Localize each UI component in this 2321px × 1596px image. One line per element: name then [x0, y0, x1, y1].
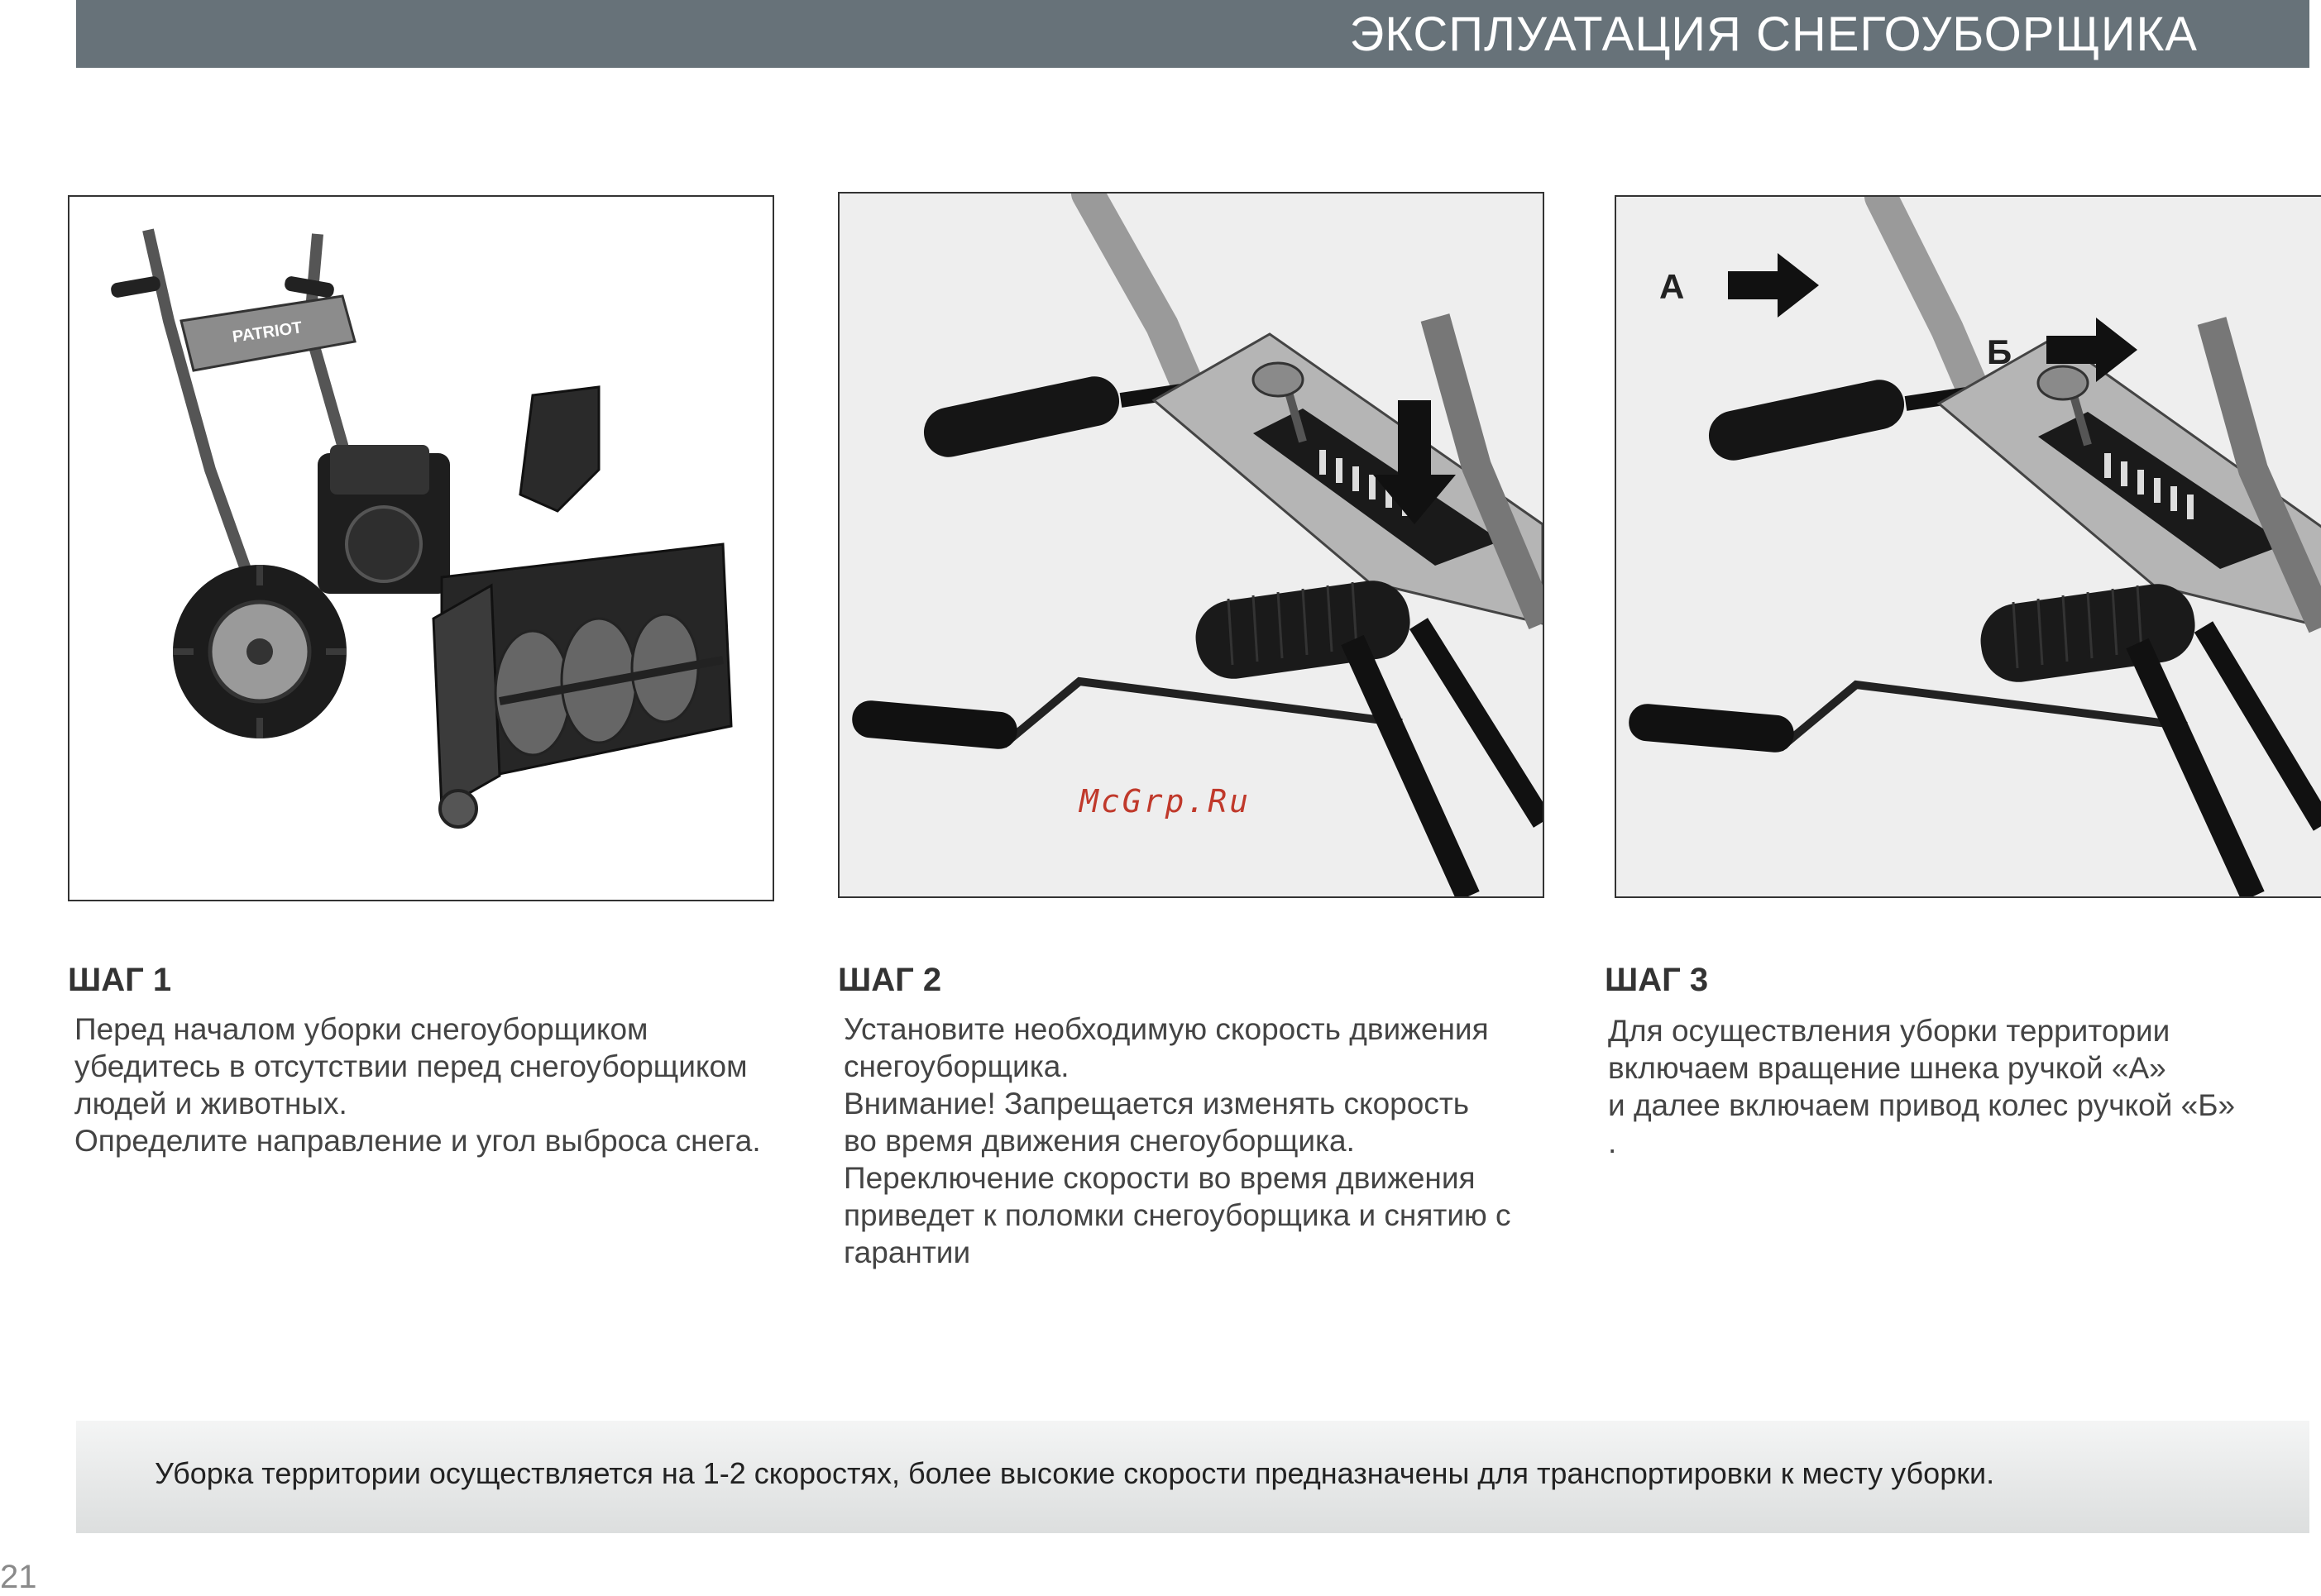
step1-text [74, 1011, 761, 1159]
header-bar [76, 0, 2309, 68]
step2-line: Внимание! Запрещается изменять скорость [844, 1087, 1470, 1121]
step1-line: людей и животных. [74, 1087, 347, 1121]
step2-line: Переключение скорости во время движения [844, 1161, 1476, 1195]
page-number: 21 [0, 1559, 37, 1595]
step2-line: снегоуборщика. [844, 1049, 1070, 1083]
step3-text [1608, 1012, 2235, 1161]
label-a: А [1659, 267, 1685, 306]
step1-line: убедитесь в отсутствии перед снегоуборщиком [74, 1049, 748, 1083]
step3-line: Для осуществления уборки территории [1608, 1014, 2170, 1048]
step2-line: во время движения снегоуборщика. [844, 1124, 1355, 1158]
watermark-text: McGrp.Ru [1079, 783, 1251, 820]
label-b: Б [1987, 332, 2012, 371]
step1-line: Перед началом уборки снегоуборщиком [74, 1012, 648, 1046]
footer-note-bar [76, 1421, 2309, 1533]
step2-photo [838, 192, 1544, 898]
step1-photo [68, 195, 774, 901]
step2-line: гарантии [844, 1235, 971, 1269]
step2-line: приведет к поломки снегоуборщика и снятию с [844, 1198, 1511, 1232]
snowblower-illustration [69, 197, 773, 900]
step3-photo [1615, 195, 2321, 898]
step2-line: Установите необходимую скорость движения [844, 1012, 1489, 1046]
patriot-logo: PATRIOT [231, 318, 304, 346]
step2-text [844, 1011, 1511, 1271]
speed-lever-illustration [840, 194, 1543, 896]
step3-line: . [1608, 1125, 1617, 1159]
footer-note: Уборка территории осуществляется на 1-2 скоростях, более высокие скорости предназначены для транспортировки к месту уборки. [155, 1456, 1995, 1490]
step2-title: ШАГ 2 [838, 962, 942, 998]
page-title: ЭКСПЛУАТАЦИЯ СНЕГОУБОРЩИКА [1349, 7, 2198, 61]
step1-line: Определите направление и угол выброса снега. [74, 1124, 761, 1158]
step3-title: ШАГ 3 [1605, 962, 1709, 998]
step3-line: включаем вращение шнека ручкой «А» [1608, 1051, 2166, 1085]
handles-a-b-illustration [1616, 197, 2321, 896]
step3-line: и далее включаем привод колес ручкой «Б» [1608, 1088, 2236, 1122]
step1-title: ШАГ 1 [68, 962, 172, 998]
